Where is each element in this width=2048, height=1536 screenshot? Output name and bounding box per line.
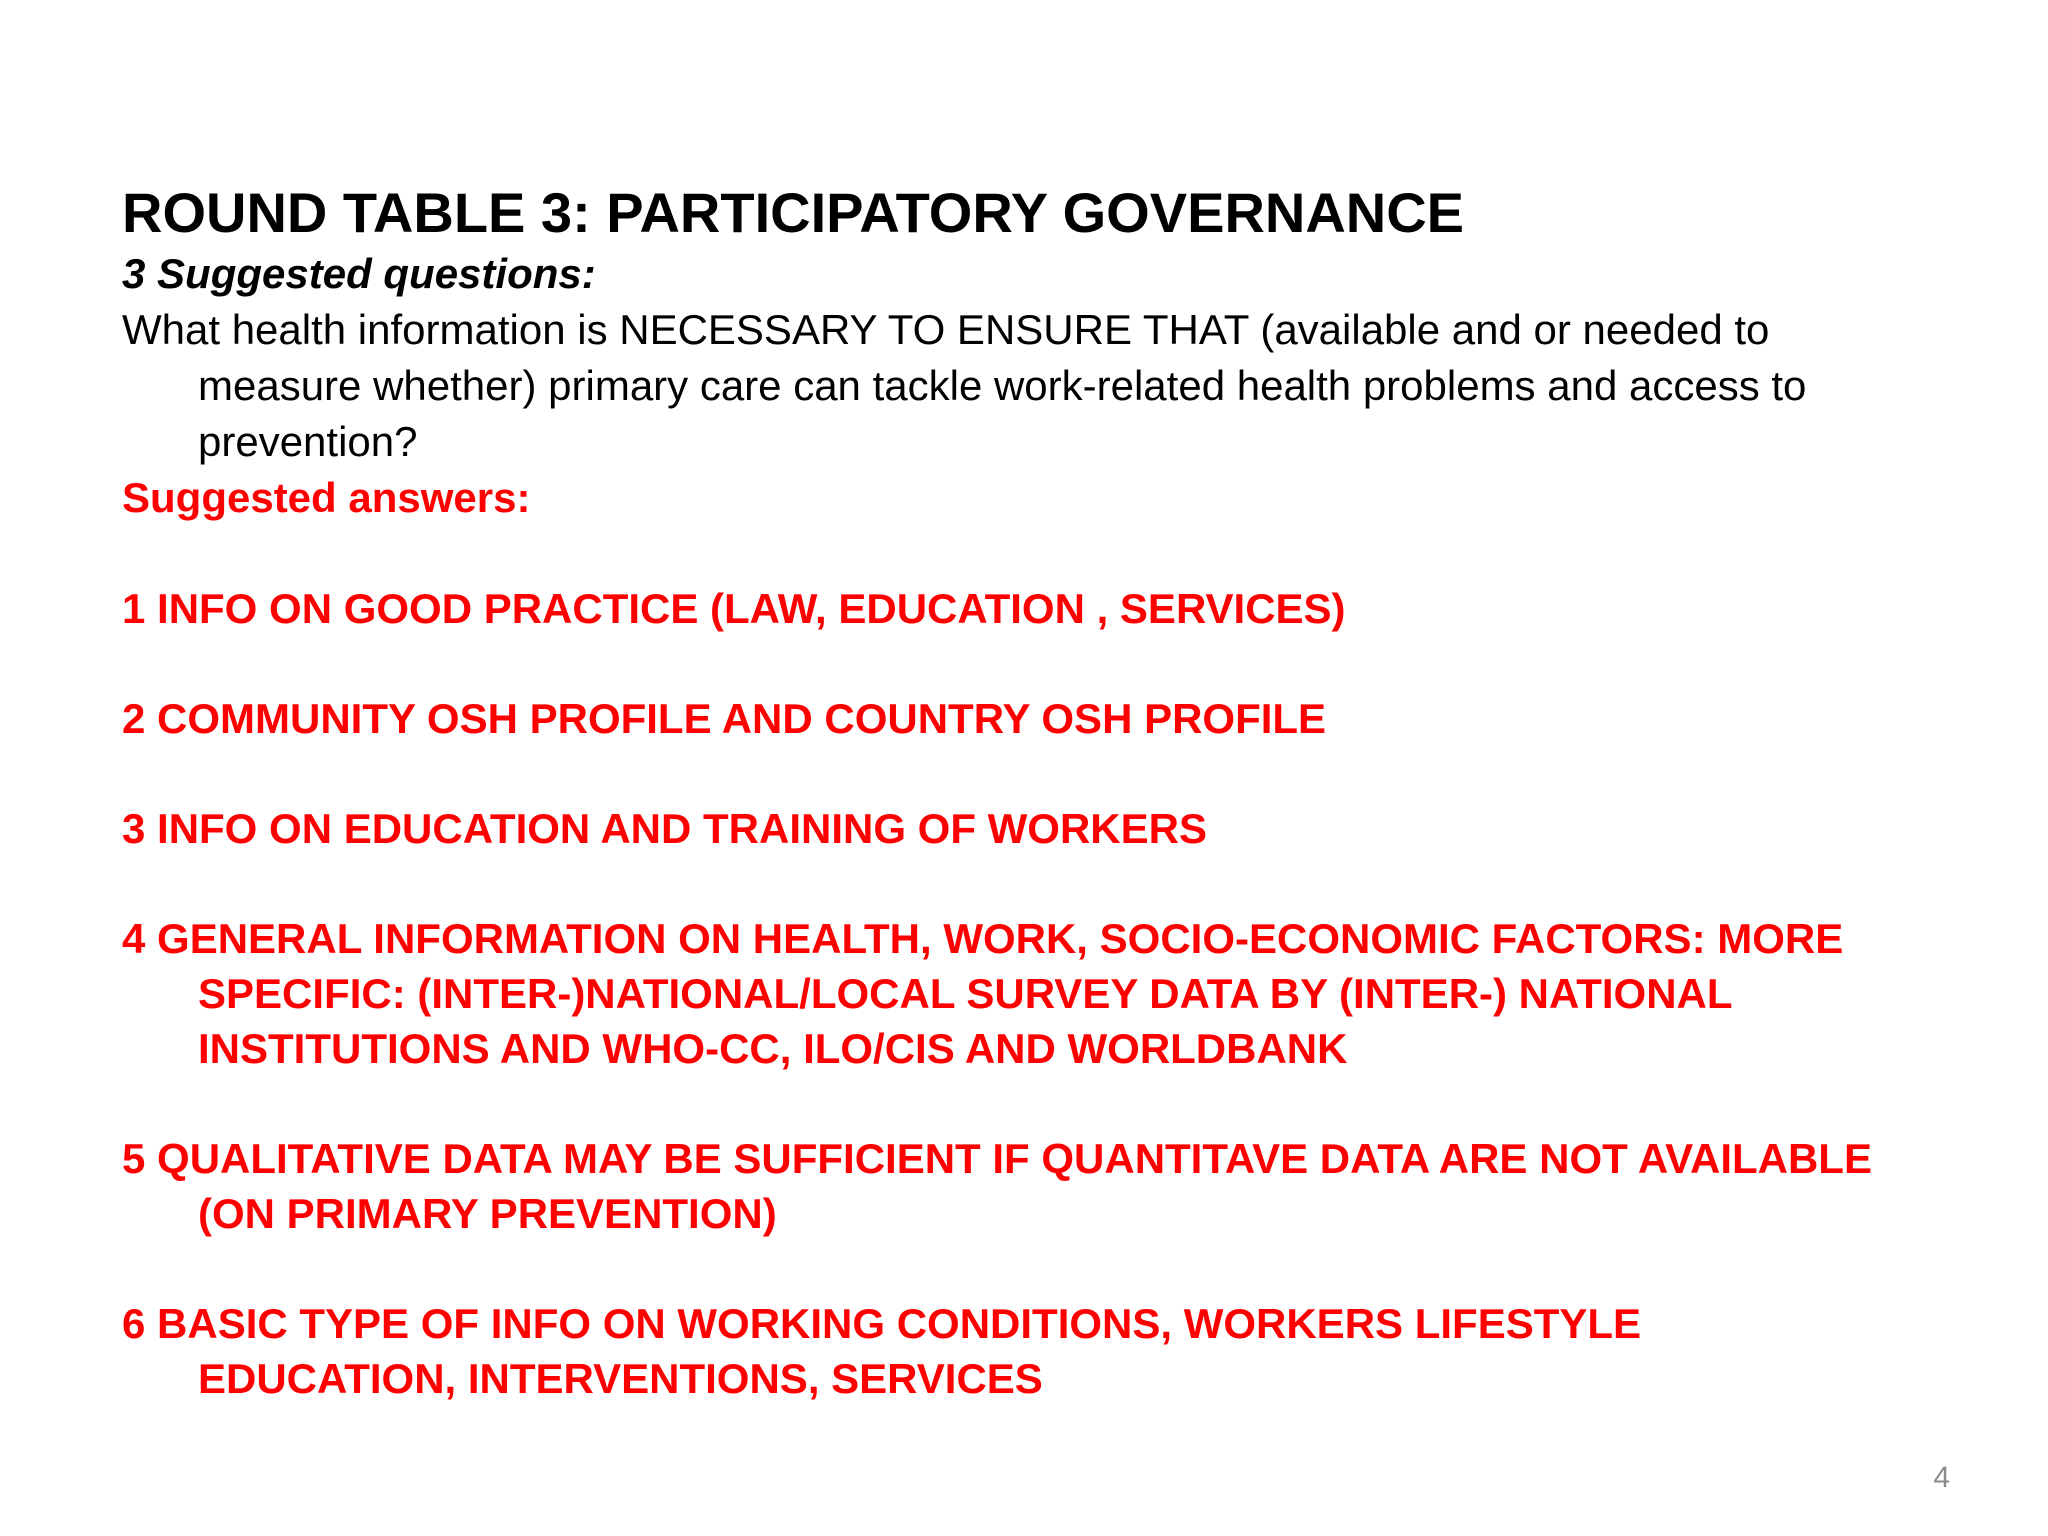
answer-item-3: 3 INFO ON EDUCATION AND TRAINING OF WORKERS	[122, 805, 1207, 852]
slide-content	[122, 180, 1902, 1406]
answer-item-2: 2 COMMUNITY OSH PROFILE AND COUNTRY OSH PROFILE	[122, 695, 1327, 742]
answer-item-1: 1 INFO ON GOOD PRACTICE (LAW, EDUCATION , SERVICES)	[122, 585, 1346, 632]
answer-item-5: 5 QUALITATIVE DATA MAY BE SUFFICIENT IF QUANTITAVE DATA ARE NOT AVAILABLE (ON PRIMARY PREVENTION)	[122, 1135, 1872, 1237]
answer-item-4: 4 GENERAL INFORMATION ON HEALTH, WORK, SOCIO-ECONOMIC FACTORS: MORE SPECIFIC: (INTER-)NATIONAL/LOCAL SURVEY DATA BY (INTER-) NATIONAL INSTITUTIONS AND WHO-CC, ILO/CIS AND WORLDBANK	[122, 915, 1844, 1072]
page-number: 4	[1933, 1461, 1950, 1494]
answer-item-6: 6 BASIC TYPE OF INFO ON WORKING CONDITIONS, WORKERS LIFESTYLE EDUCATION, INTERVENTIONS, SERVICES	[122, 1300, 1642, 1402]
answers-heading: Suggested answers:	[122, 474, 531, 521]
questions-subtitle: 3 Suggested questions:	[122, 250, 596, 297]
answer-list	[122, 581, 1902, 1406]
question-text: What health information is NECESSARY TO ENSURE THAT (available and or needed to measure whether) primary care can tackle work-related health problems and access to prevention?	[122, 306, 1807, 465]
slide-title: ROUND TABLE 3: PARTICIPATORY GOVERNANCE	[122, 181, 1465, 244]
